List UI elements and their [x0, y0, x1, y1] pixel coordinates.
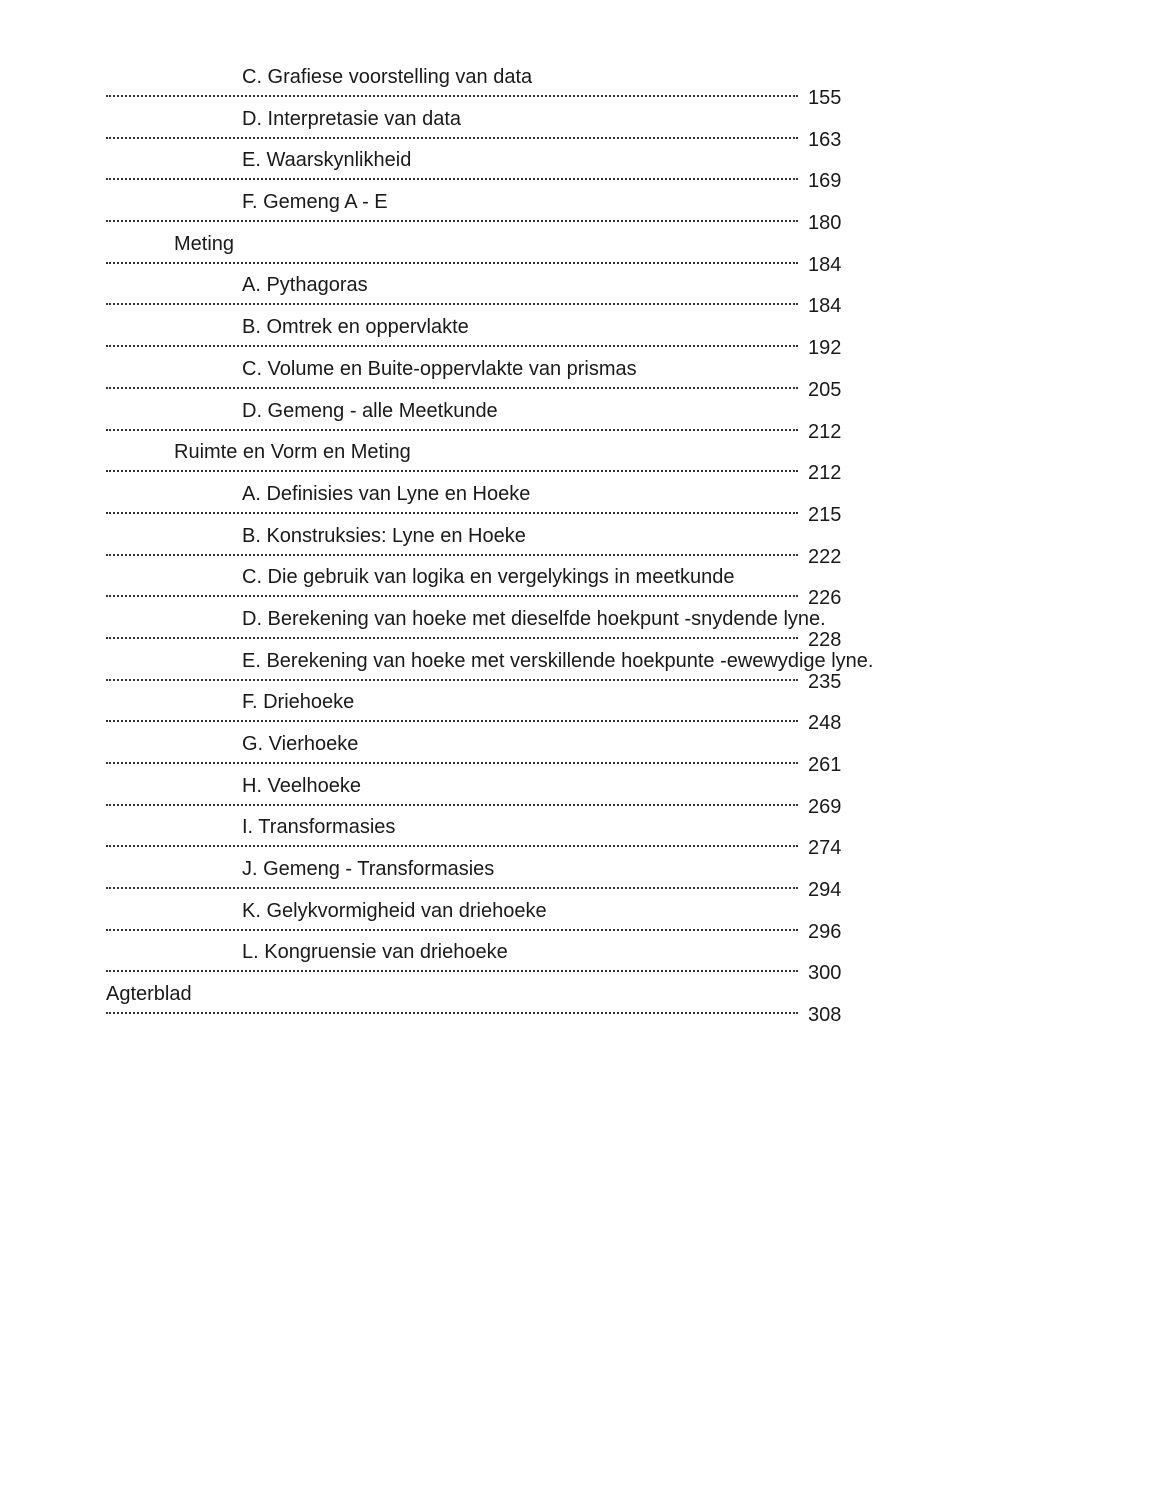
dot-leader [106, 929, 798, 931]
toc-entry-title: F. Gemeng A - E [242, 191, 388, 214]
toc-entry[interactable] [0, 646, 1159, 693]
toc-entry-page: 163 [808, 128, 842, 151]
table-of-contents [0, 62, 1159, 1027]
toc-entry-title: D. Interpretasie van data [242, 107, 462, 130]
toc-entry[interactable] [0, 729, 1159, 776]
toc-entry-page: 248 [808, 712, 842, 735]
dot-leader [106, 220, 798, 222]
toc-entry-title: A. Definisies van Lyne en Hoeke [242, 482, 531, 505]
toc-entry-page: 300 [808, 962, 842, 985]
dot-leader [106, 303, 798, 305]
toc-entry[interactable] [0, 521, 1159, 568]
toc-entry[interactable] [0, 354, 1159, 401]
toc-entry-page: 215 [808, 503, 842, 526]
toc-entry-page: 212 [808, 462, 842, 485]
toc-entry-title: C. Grafiese voorstelling van data [242, 66, 533, 88]
toc-entry-title: C. Die gebruik van logika en vergelykings in meetkunde [242, 566, 735, 589]
dot-leader [106, 887, 798, 889]
toc-entry-title: Agterblad [106, 983, 192, 1006]
toc-entry-title: I. Transformasies [242, 816, 396, 839]
toc-entry-title: B. Konstruksies: Lyne en Hoeke [242, 524, 526, 547]
toc-entry-title: B. Omtrek en oppervlakte [242, 316, 469, 339]
toc-entry-page: 222 [808, 545, 842, 568]
dot-leader [106, 762, 798, 764]
dot-leader [106, 554, 798, 556]
dot-leader [106, 95, 798, 97]
toc-entry-title: E. Berekening van hoeke met verskillende hoekpunte -ewewydige lyne. [242, 649, 874, 672]
toc-entry-page: 180 [808, 212, 842, 235]
toc-entry-title: C. Volume en Buite-oppervlakte van prismas [242, 357, 637, 380]
toc-entry-title: Ruimte en Vorm en Meting [174, 441, 411, 464]
toc-entry-page: 261 [808, 754, 842, 776]
dot-leader [106, 345, 798, 347]
toc-entry-page: 296 [808, 920, 842, 943]
toc-entry[interactable] [0, 104, 1159, 151]
toc-entry-page: 184 [808, 253, 842, 276]
toc-entry-title: A. Pythagoras [242, 274, 368, 297]
toc-entry[interactable] [0, 937, 1159, 985]
toc-entry[interactable] [0, 437, 1159, 485]
toc-entry-page: 169 [808, 170, 842, 193]
toc-entry[interactable] [0, 479, 1159, 526]
toc-entry[interactable] [0, 229, 1159, 276]
dot-leader [106, 637, 798, 639]
toc-entry-title: F. Driehoeke [242, 691, 355, 714]
toc-entry-title: G. Vierhoeke [242, 733, 359, 755]
toc-entry[interactable] [0, 771, 1159, 818]
toc-entry-page: 235 [808, 670, 842, 693]
toc-entry-title: E. Waarskynlikheid [242, 149, 412, 172]
toc-entry-page: 155 [808, 87, 842, 109]
toc-entry[interactable] [0, 604, 1159, 651]
toc-entry[interactable] [0, 854, 1159, 902]
toc-entry-page: 228 [808, 628, 842, 651]
toc-entry-title: D. Gemeng - alle Meetkunde [242, 399, 498, 422]
dot-leader [106, 595, 798, 597]
toc-entry-page: 212 [808, 420, 842, 443]
toc-entry-page: 205 [808, 378, 842, 401]
toc-entry-page: 192 [808, 337, 842, 360]
toc-entry[interactable] [0, 187, 1159, 235]
toc-entry[interactable] [0, 687, 1159, 735]
dot-leader [106, 387, 798, 389]
toc-entry[interactable] [0, 145, 1159, 193]
toc-entry-title: J. Gemeng - Transformasies [242, 858, 495, 881]
toc-entry-page: 294 [808, 879, 842, 902]
toc-entry-page: 274 [808, 837, 842, 860]
toc-entry[interactable] [0, 979, 1159, 1027]
dot-leader [106, 178, 798, 180]
toc-entry-page: 308 [808, 1004, 842, 1027]
dot-leader [106, 137, 798, 139]
dot-leader [106, 970, 798, 972]
toc-entry[interactable] [0, 270, 1159, 318]
toc-entry-title: K. Gelykvormigheid van driehoeke [242, 899, 547, 922]
dot-leader [106, 429, 798, 431]
toc-entry[interactable] [0, 562, 1159, 610]
dot-leader [106, 679, 798, 681]
toc-entry[interactable] [0, 396, 1159, 443]
toc-entry-title: D. Berekening van hoeke met dieselfde hoekpunt -snydende lyne. [242, 607, 826, 630]
toc-entry-title: L. Kongruensie van driehoeke [242, 941, 508, 964]
toc-entry-title: H. Veelhoeke [242, 774, 361, 797]
toc-entry-page: 184 [808, 295, 842, 318]
toc-entry-title: Meting [174, 232, 235, 255]
toc-entry-page: 269 [808, 795, 842, 818]
dot-leader [106, 720, 798, 722]
toc-entry[interactable] [0, 896, 1159, 943]
toc-entry[interactable] [0, 312, 1159, 360]
toc-entry-page: 226 [808, 587, 842, 610]
dot-leader [106, 470, 798, 472]
dot-leader [106, 845, 798, 847]
dot-leader [106, 512, 798, 514]
dot-leader [106, 262, 798, 264]
dot-leader [106, 804, 798, 806]
toc-entry[interactable] [0, 812, 1159, 860]
dot-leader [106, 1012, 798, 1014]
toc-entry[interactable] [0, 62, 1159, 109]
